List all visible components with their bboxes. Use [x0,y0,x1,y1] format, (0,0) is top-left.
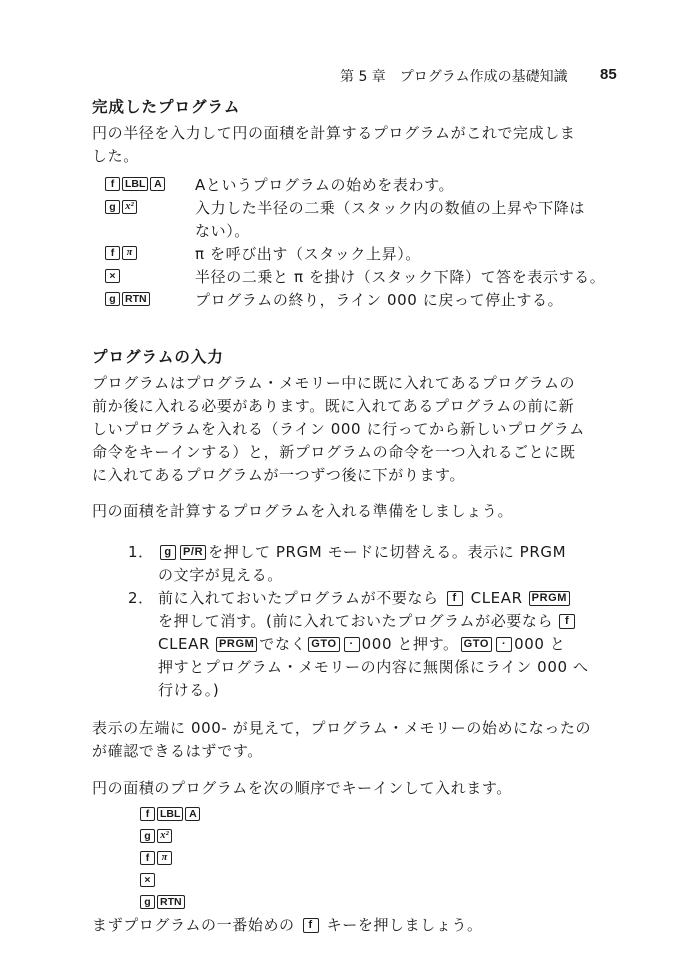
list-item-2-line-3 [158,633,566,654]
key-x-squared: x² [157,829,172,843]
key-rtn: RTN [157,895,185,909]
page-number: 85 [600,66,617,83]
key-f: f [105,246,120,260]
list-item-2-line-5: 行ける。) [158,681,220,699]
key-lbl: LBL [122,177,148,191]
key-x-squared: x² [122,200,137,214]
key-pr: P/R [180,545,206,560]
list-item-2-number: 2． [128,589,154,607]
key-f: f [303,918,319,933]
sequence-row-4 [140,869,157,888]
key-f: f [140,851,155,865]
list-item-2-line-1 [158,587,572,608]
step-5-desc: プログラムの終り，ライン 000 に戻って停止する。 [195,291,564,309]
para3-line-1: 表示の左端に 000- が見えて，プログラム・メモリーの始めになったの [92,719,592,737]
para1-line-1: プログラムはプログラム・メモリー中に既に入れてあるプログラムの [92,374,576,392]
key-g: g [160,545,176,560]
key-gto: GTO [461,637,492,652]
para1-line-3: しいプログラムを入れる（ライン 000 に行ってから新しいプログラム [92,420,585,438]
key-pi: π [122,246,137,260]
list-item-1-line-2: の文字が見える。 [158,566,283,584]
para1-line-5: に入れてあるプログラムが一つずつ後に下がります。 [92,466,466,484]
key-f: f [140,807,155,821]
sequence-row-5 [140,891,187,910]
step-2-desc-line-1: 入力した半径の二乗（スタック内の数値の上昇や下降は [195,199,586,217]
list-item-1-text: を押して PRGM モードに切替える。表示に PRGM [208,543,567,561]
step-4-keys [105,265,122,284]
clear-label: CLEAR [158,635,210,653]
key-multiply: × [105,269,120,283]
sequence-row-2 [140,825,174,844]
list-item-1-line-1 [158,541,566,562]
key-f: f [447,591,463,606]
final-text-post: キーを押しましょう。 [326,916,483,934]
running-header: 第 5 章 プログラム作成の基礎知識 [340,69,568,85]
key-gto: GTO [308,637,339,652]
step-3-keys [105,242,139,261]
key-prgm: PRGM [216,637,257,652]
para1-line-2: 前か後に入れる必要があります。既に入れてあるプログラムの前に新 [92,397,575,415]
key-f: f [105,177,120,191]
key-lbl: LBL [157,807,183,821]
step-4-desc: 半径の二乗と π を掛け（スタック下降）て答を表示する。 [195,268,606,286]
para3-line-2: が確認できるはずです。 [92,742,263,760]
key-g: g [105,200,120,214]
para1-line-4: 命令をキーインする）と，新プログラムの命令を一つ入れるごとに既 [92,443,576,461]
step-3-desc: π を呼び出す（スタック上昇）。 [195,245,421,263]
key-multiply: × [140,873,155,887]
list-item-2-line-2 [158,610,577,631]
intro-line-2: した。 [92,147,139,165]
step-1-desc: Aというプログラムの始めを表わす。 [195,176,455,194]
key-rtn: RTN [122,292,150,306]
key-pi: π [157,851,172,865]
step-2-keys [105,196,139,215]
key-g: g [140,829,155,843]
list-item-2-text-d: 000 と押す。 [361,635,459,653]
sequence-row-1 [140,803,202,822]
list-item-2-line-4: 押すとプログラム・メモリーの内容に無関係にライン 000 へ [158,658,589,676]
clear-label: CLEAR [470,589,523,607]
sequence-row-3 [140,847,174,866]
list-item-1-number: 1． [128,543,154,561]
final-instruction [92,914,483,935]
step-1-keys [105,173,167,192]
key-g: g [105,292,120,306]
step-5-keys [105,288,152,307]
key-f: f [559,614,575,629]
key-g: g [140,895,155,909]
key-a: A [150,177,165,191]
key-prgm: PRGM [529,591,570,606]
final-text-pre: まずプログラムの一番始めの [92,916,295,934]
section-title-complete-program: 完成したプログラム [92,98,241,116]
list-item-2-text-e: 000 と [514,635,566,653]
list-item-2-text-a: 前に入れておいたプログラムが不要なら [158,589,439,607]
para4: 円の面積のプログラムを次の順序でキーインして入れます。 [92,779,512,797]
key-decimal-point: · [344,637,360,652]
list-item-2-text-b: を押して消す。(前に入れておいたプログラムが必要なら [158,612,554,630]
section-title-program-input: プログラムの入力 [92,348,224,366]
list-item-2-text-c: でなく [259,635,307,653]
para2: 円の面積を計算するプログラムを入れる準備をしましょう。 [92,502,514,520]
key-a: A [185,807,200,821]
key-decimal-point: · [496,637,512,652]
intro-line-1: 円の半径を入力して円の面積を計算するプログラムがこれで完成しま [92,124,576,142]
step-2-desc-line-2: ない）。 [195,222,250,240]
